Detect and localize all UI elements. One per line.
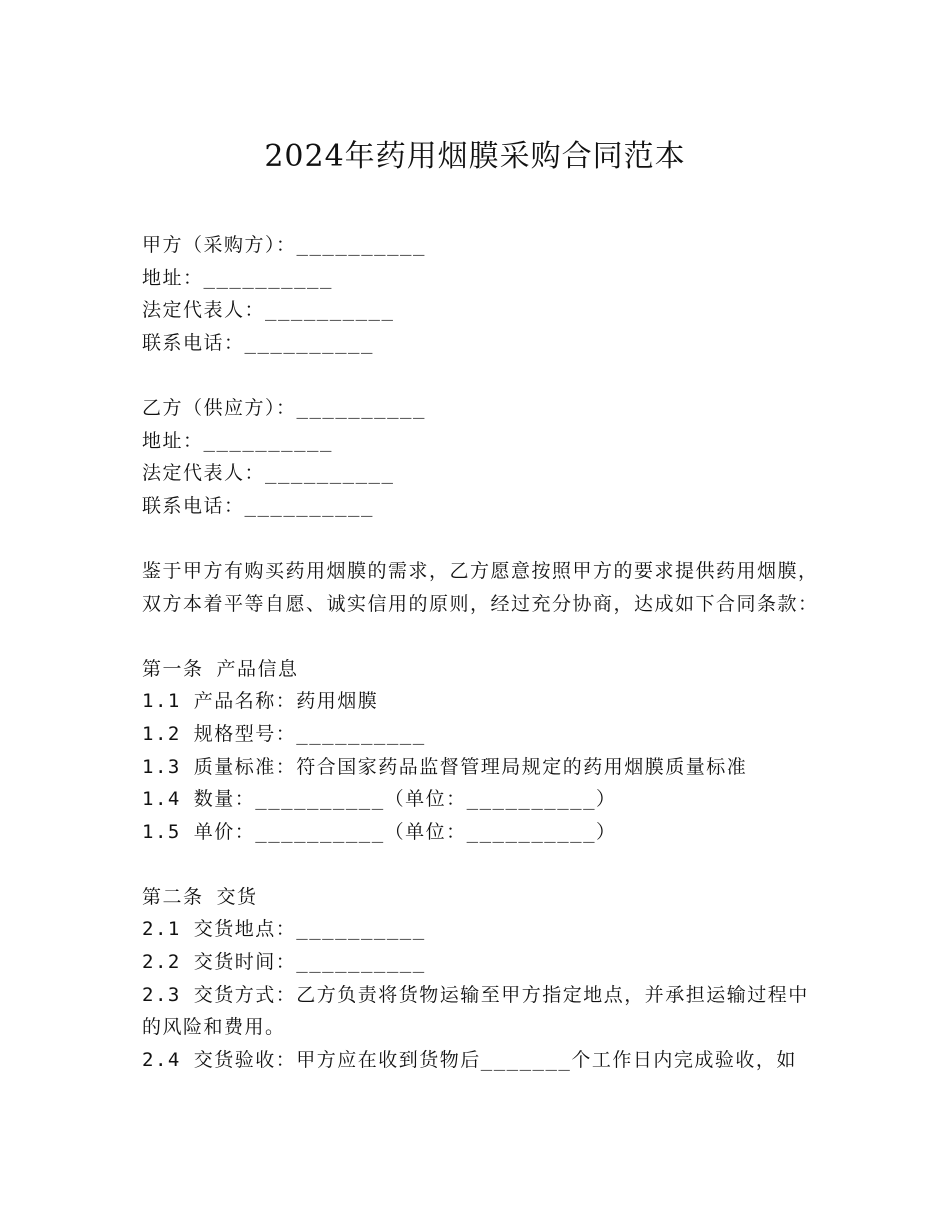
article-2-item: 2.2 交货时间：__________ — [142, 951, 426, 974]
party-b-phone: 联系电话：__________ — [142, 494, 374, 517]
article-2-item: 2.1 交货地点：__________ — [142, 918, 426, 941]
article-1-item: 1.4 数量：__________（单位：__________） — [142, 788, 617, 811]
preamble-paragraph: 鉴于甲方有购买药用烟膜的需求，乙方愿意按照甲方的要求提供药用烟膜，双方本着平等自愿、诚实信用的原则，经过充分协商，达成如下合同条款： — [142, 559, 819, 615]
spacer — [142, 522, 822, 555]
article-1-item: 1.2 规格型号：__________ — [142, 722, 426, 745]
contract-body — [142, 229, 822, 1076]
article-1-heading: 第一条 产品信息 — [142, 657, 299, 680]
party-b-address: 地址：__________ — [142, 429, 333, 452]
article-1-item: 1.5 单价：__________（单位：__________） — [142, 820, 617, 843]
spacer — [142, 620, 822, 653]
party-a-name: 甲方（采购方）：__________ — [142, 234, 426, 256]
document-title: 2024年药用烟膜采购合同范本 — [264, 139, 686, 174]
party-a-representative: 法定代表人：__________ — [142, 299, 395, 322]
article-1-item: 1.1 产品名称：药用烟膜 — [142, 690, 379, 713]
party-b-representative: 法定代表人：__________ — [142, 462, 395, 485]
article-1-item: 1.3 质量标准：符合国家药品监督管理局规定的药用烟膜质量标准 — [142, 755, 748, 778]
spacer — [142, 359, 822, 392]
article-2-item: 2.4 交货验收：甲方应在收到货物后_______个工作日内完成验收，如 — [142, 1048, 797, 1071]
spacer — [142, 848, 822, 881]
party-a-phone: 联系电话：__________ — [142, 331, 374, 354]
party-a-address: 地址：__________ — [142, 266, 333, 289]
party-b-name: 乙方（供应方）：__________ — [142, 396, 426, 419]
article-2-heading: 第二条 交货 — [142, 885, 258, 908]
article-2-item: 2.3 交货方式：乙方负责将货物运输至甲方指定地点，并承担运输过程中的风险和费用。 — [142, 983, 809, 1039]
